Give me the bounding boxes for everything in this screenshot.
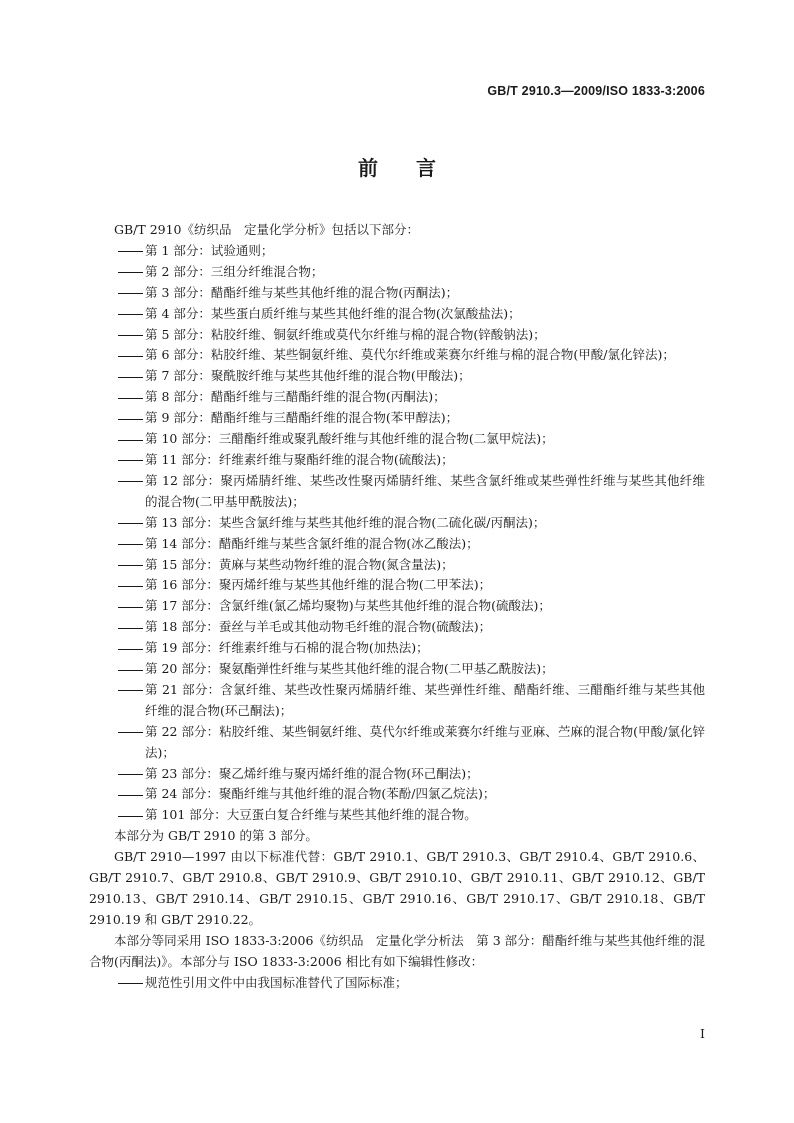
part-list-item-text: 第 14 部分：醋酯纤维与某些含氯纤维的混合物(冰乙酸法)； xyxy=(145,535,479,551)
part-list-item-text: 第 24 部分：聚酯纤维与其他纤维的混合物(苯酚/四氯乙烷法)； xyxy=(145,786,496,802)
page-title: 前言 xyxy=(358,156,474,180)
part-list-item xyxy=(89,784,705,805)
part-list-item-text: 第 10 部分：三醋酯纤维或聚乳酸纤维与其他纤维的混合物(二氯甲烷法)； xyxy=(145,431,554,447)
part-list-item-text: 第 8 部分：醋酯纤维与三醋酯纤维的混合物(丙酮法)； xyxy=(145,389,446,405)
standard-code: GB/T 2910.3—2009/ISO 1833-3:2006 xyxy=(487,84,705,98)
part-list-item xyxy=(89,555,705,576)
part-list-item-text: 第 19 部分：纤维素纤维与石棉的混合物(加热法)； xyxy=(145,640,429,656)
part-list-item-text: 第 20 部分：聚氨酯弹性纤维与某些其他纤维的混合物(二甲基乙酰胺法)； xyxy=(145,661,554,677)
page-number: I xyxy=(700,1026,705,1041)
part-list-item-text: 第 2 部分：三组分纤维混合物； xyxy=(145,263,324,279)
part-list-item xyxy=(89,387,705,408)
adopts-paragraph: 本部分等同采用 ISO 1833-3:2006《纺织品 定量化学分析法 第 3 部分：醋酯纤维与某些其他纤维的混合物(丙酮法)》。本部分与 ISO 1833-3:2006 相比有如下编辑性修改： xyxy=(89,932,705,969)
part-list-item-text: 第 4 部分：某些蛋白质纤维与某些其他纤维的混合物(次氯酸盐法)； xyxy=(145,305,521,321)
part-list-item xyxy=(89,638,705,659)
part-list-item xyxy=(89,345,705,366)
part-list-item-text: 第 17 部分：含氯纤维(氯乙烯均聚物)与某些其他纤维的混合物(硫酸法)； xyxy=(145,598,551,614)
part-list-item xyxy=(89,513,705,534)
part-list-item-text: 第 6 部分：粘胶纤维、某些铜氨纤维、莫代尔纤维或莱赛尔纤维与棉的混合物(甲酸/氯化锌法)； xyxy=(145,347,675,363)
part-list-item xyxy=(89,617,705,638)
edits-list xyxy=(89,973,705,994)
part-list-item xyxy=(89,304,705,325)
part-list-item xyxy=(89,429,705,450)
part-list-item-text: 第 7 部分：聚酰胺纤维与某些其他纤维的混合物(甲酸法)； xyxy=(145,368,471,384)
part-list-item-text: 第 13 部分：某些含氯纤维与某些其他纤维的混合物(二硫化碳/丙酮法)； xyxy=(145,514,546,530)
part-list-item-text: 第 1 部分：试验通则； xyxy=(145,242,274,258)
part-list-item-text: 第 21 部分：含氯纤维、某些改性聚丙烯腈纤维、某些弹性纤维、醋酯纤维、三醋酯纤维与某些其他纤维的混合物(环己酮法)； xyxy=(145,681,705,718)
part-list-item xyxy=(89,408,705,429)
intro-paragraph: GB/T 2910《纺织品 定量化学分析》包括以下部分： xyxy=(114,222,420,237)
replaces-paragraph: GB/T 2910—1997 由以下标准代替：GB/T 2910.1、GB/T 2910.3、GB/T 2910.4、GB/T 2910.6、GB/T 2910.7、GB/T 2910.8、GB/T 2910.9、GB/T 2910.10、GB/T 2910.11、GB/T 2910.12、GB/T 2910.13、GB/T 2910.14、GB/T 2910.15、GB/T 2910.16、GB/T 2910.17、GB/T 2910.18、GB/T 2910.19 和 GB/T 2910.22。 xyxy=(89,849,705,927)
part-list-item xyxy=(89,764,705,785)
part-list-item-text: 第 5 部分：粘胶纤维、铜氨纤维或莫代尔纤维与棉的混合物(锌酸钠法)； xyxy=(145,326,546,342)
parts-list xyxy=(89,241,705,826)
part-list-item xyxy=(89,366,705,387)
part-list-item-text: 第 23 部分：聚乙烯纤维与聚丙烯纤维的混合物(环己酮法)； xyxy=(145,765,479,781)
part-list-item xyxy=(89,722,705,764)
part-list-item-text: 第 9 部分：醋酯纤维与三醋酯纤维的混合物(苯甲醇法)； xyxy=(145,410,459,426)
part-list-item-text: 第 101 部分：大豆蛋白复合纤维与某些其他纤维的混合物。 xyxy=(145,807,477,823)
part-list-item xyxy=(89,805,705,826)
part-list-item-text: 第 3 部分：醋酯纤维与某些其他纤维的混合物(丙酮法)； xyxy=(145,284,459,300)
part-list-item-text: 第 11 部分：纤维素纤维与聚酯纤维的混合物(硫酸法)； xyxy=(145,451,454,467)
part-list-item xyxy=(89,283,705,304)
part-list-item xyxy=(89,659,705,680)
part-list-item-text: 第 16 部分：聚丙烯纤维与某些其他纤维的混合物(二甲苯法)； xyxy=(145,577,492,593)
edit-list-item xyxy=(89,973,705,994)
part-list-item xyxy=(89,325,705,346)
part-list-item xyxy=(89,471,705,513)
part-of-paragraph: 本部分为 GB/T 2910 的第 3 部分。 xyxy=(114,828,318,844)
part-list-item-text: 第 18 部分：蚕丝与羊毛或其他动物毛纤维的混合物(硫酸法)； xyxy=(145,619,492,635)
part-list-item xyxy=(89,534,705,555)
part-list-item xyxy=(89,450,705,471)
part-list-item xyxy=(89,262,705,283)
part-list-item-text: 第 12 部分：聚丙烯腈纤维、某些改性聚丙烯腈纤维、某些含氯纤维或某些弹性纤维与某些其他纤维的混合物(二甲基甲酰胺法)； xyxy=(145,472,705,509)
part-list-item-text: 第 15 部分：黄麻与某些动物纤维的混合物(氮含量法)； xyxy=(145,556,454,572)
document-body xyxy=(89,220,705,994)
edit-list-item-text: 规范性引用文件中由我国标准替代了国际标准； xyxy=(145,974,408,990)
part-list-item-text: 第 22 部分：粘胶纤维、某些铜氨纤维、莫代尔纤维或莱赛尔纤维与亚麻、苎麻的混合物(甲酸/氯化锌法)； xyxy=(145,723,705,760)
part-list-item xyxy=(89,596,705,617)
part-list-item xyxy=(89,575,705,596)
part-list-item xyxy=(89,680,705,722)
part-list-item xyxy=(89,241,705,262)
